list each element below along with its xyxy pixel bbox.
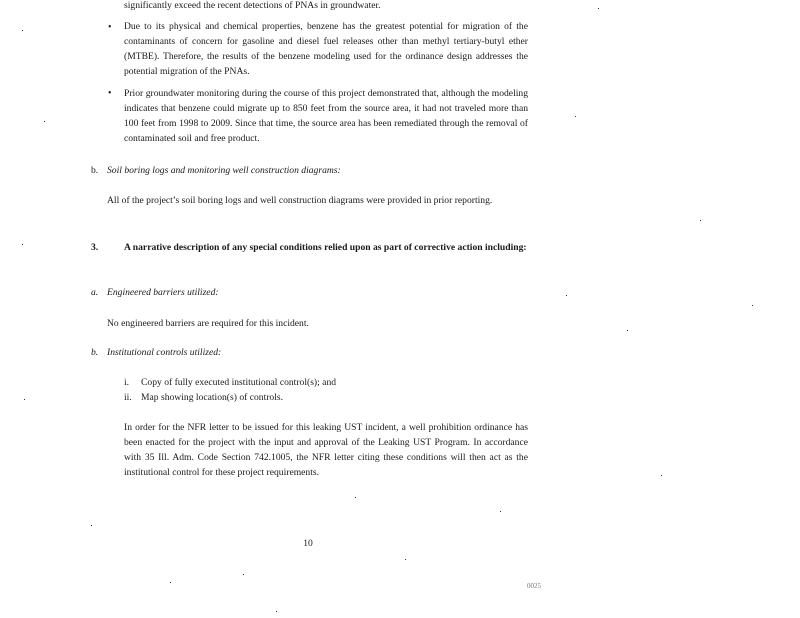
bullet-paragraph: Due to its physical and chemical properties, benzene has the greatest potential for migration of the contaminants of concern for gasoline and diesel fuel releases other than methyl tertiary-butyl ether (MTBE). Therefore, the results of the benzene modeling used for the ordinance design addresses the potential migration of the PNAs.: [124, 21, 528, 77]
list-marker: ii.: [124, 392, 132, 403]
section-label: a.: [91, 287, 99, 298]
section-body: No engineered barriers are required for this incident.: [107, 318, 309, 329]
section-title: Soil boring logs and monitoring well construction diagrams:: [107, 165, 341, 176]
list-item: Copy of fully executed institutional control(s); and: [141, 377, 337, 388]
bullet-paragraph: Prior groundwater monitoring during the course of this project demonstrated that, although the modeling indicates that benzene could migrate up to 850 feet from the source area, it had not traveled more than 100 feet from 1998 to 2009. Since that time, the source area has been remediated through the removal of contaminated soil and free product.: [124, 88, 528, 144]
section-body: In order for the NFR letter to be issued for this leaking UST incident, a well prohibition ordinance has been enacted for the project with the input and approval of the Leaking UST Program. In accordance with 35 Ill. Adm. Code Section 742.1005, the NFR letter citing these conditions will then act as the institutional control for these project requirements.: [124, 422, 528, 478]
section-number: 3.: [91, 242, 99, 253]
section-title: Engineered barriers utilized:: [107, 287, 219, 298]
page-number: 10: [303, 538, 313, 549]
section-title: Institutional controls utilized:: [107, 347, 222, 358]
bullet-icon: •: [108, 22, 112, 33]
section-label: b.: [91, 347, 99, 358]
section-label: b.: [91, 165, 99, 176]
list-marker: i.: [124, 377, 130, 388]
section-body: All of the project’s soil boring logs and well construction diagrams were provided in prior reporting.: [107, 195, 493, 206]
bullet-icon: •: [108, 88, 112, 99]
lead-line: significantly exceed the recent detections of PNAs in groundwater.: [124, 0, 381, 11]
footer-mark: 0025: [527, 582, 541, 590]
list-item: Map showing location(s) of controls.: [141, 392, 284, 403]
section-heading: A narrative description of any special conditions relied upon as part of corrective action including:: [124, 242, 527, 253]
